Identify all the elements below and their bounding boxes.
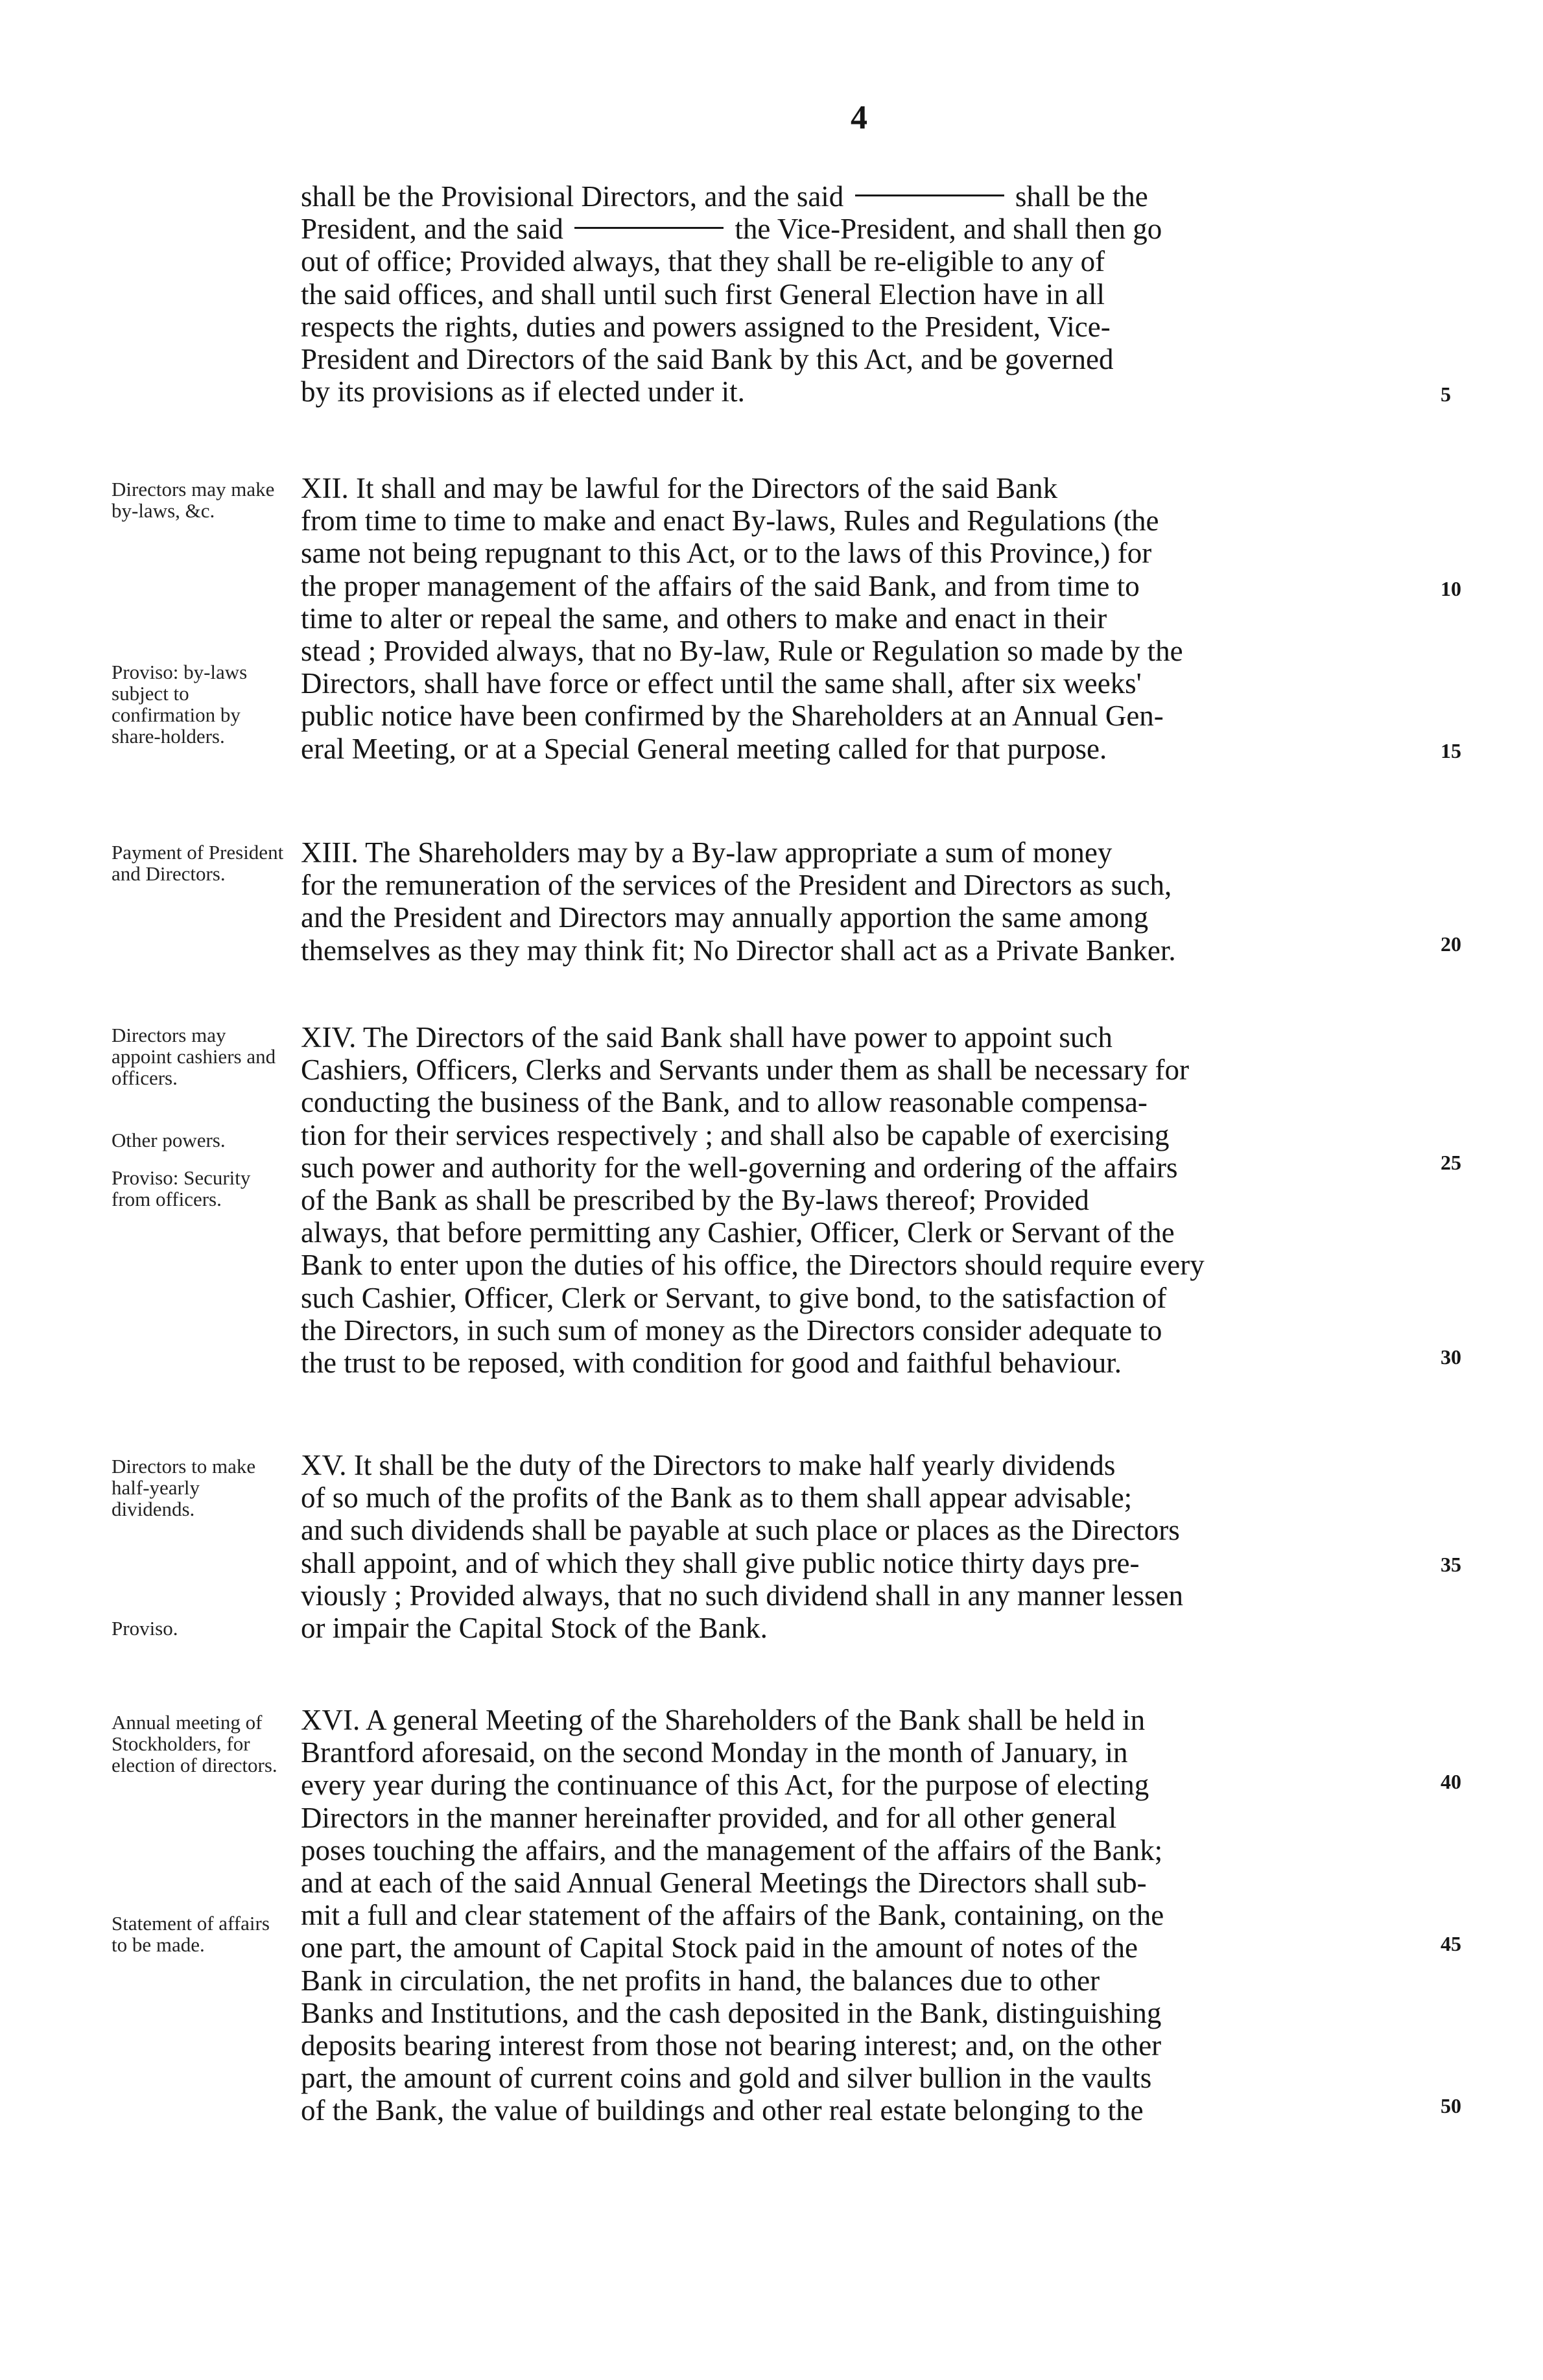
section-xiii <box>301 836 1429 967</box>
text-line: and at each of the said Annual General Meetings the Directors shall sub- <box>301 1867 1147 1900</box>
text-line: XV. It shall be the duty of the Directors to make half yearly dividends <box>301 1449 1116 1481</box>
text-line: eral Meeting, or at a Special General meeting called for that purpose. <box>301 732 1107 765</box>
margin-note: Directors to make half-yearly dividends. <box>112 1455 256 1520</box>
text-line: conducting the business of the Bank, and to allow reasonable compensa- <box>301 1086 1148 1119</box>
text-line: Banks and Institutions, and the cash deposited in the Bank, distinguishing <box>301 1996 1162 2029</box>
section-number: XV. <box>301 1449 347 1481</box>
text-line: XVI. A general Meeting of the Shareholders of the Bank shall be held in <box>301 1704 1146 1736</box>
text-line: Directors in the manner hereinafter provided, and for all other general <box>301 1801 1117 1834</box>
text-line: themselves as they may think fit; No Director shall act as a Private Banker. <box>301 934 1176 967</box>
text-line: and the President and Directors may annually apportion the same among <box>301 901 1149 934</box>
text-line: XIII. The Shareholders may by a By-law appropriate a sum of money <box>301 836 1113 869</box>
text-line: mit a full and clear statement of the affairs of the Bank, containing, on the <box>301 1899 1164 1932</box>
text-line: time to alter or repeal the same, and others to make and enact in their <box>301 602 1107 635</box>
margin-note: Annual meeting of Stockholders, for election of directors. <box>112 1711 277 1776</box>
text-line: of the Bank as shall be prescribed by the By-laws thereof; Provided <box>301 1184 1089 1217</box>
text-line: Directors, shall have force or effect until the same shall, after six weeks' <box>301 667 1142 700</box>
text-line: by its provisions as if elected under it. <box>301 375 745 408</box>
margin-note: Other powers. <box>112 1129 226 1151</box>
text-line: from time to time to make and enact By-laws, Rules and Regulations (the <box>301 504 1159 537</box>
text-line: such power and authority for the well-governing and ordering of the affairs <box>301 1151 1178 1184</box>
text-line: the trust to be reposed, with condition for good and faithful behaviour. <box>301 1347 1122 1380</box>
text-line: viously ; Provided always, that no such dividend shall in any manner lessen <box>301 1579 1184 1612</box>
margin-note: Statement of affairs to be made. <box>112 1912 270 1956</box>
section-xii <box>301 472 1429 765</box>
text-line: President and Directors of the said Bank by this Act, and be governed <box>301 343 1114 376</box>
section-number: XVI. <box>301 1704 360 1736</box>
section-xiv <box>301 1021 1429 1379</box>
text-line: for the remuneration of the services of the President and Directors as such, <box>301 869 1172 902</box>
section-xv <box>301 1449 1429 1644</box>
intro-paragraph <box>301 180 1429 408</box>
section-number: XIII. <box>301 836 359 869</box>
blank-rule <box>855 194 1004 196</box>
line-number: 20 <box>1441 932 1461 956</box>
text-line: poses touching the affairs, and the management of the affairs of the Bank; <box>301 1833 1163 1867</box>
margin-note: Proviso: Security from officers. <box>112 1166 251 1210</box>
text-line: same not being repugnant to this Act, or to the laws of this Province,) for <box>301 537 1152 570</box>
text-line: always, that before permitting any Cashier, Officer, Clerk or Servant of the <box>301 1216 1175 1249</box>
text-line: out of office; Provided always, that they shall be re-eligible to any of <box>301 245 1105 278</box>
margin-note: Payment of President and Directors. <box>112 841 284 885</box>
text-line: of so much of the profits of the Bank as to them shall appear advisable; <box>301 1481 1133 1514</box>
text-line: Bank to enter upon the duties of his office, the Directors should require every <box>301 1249 1205 1282</box>
text-line: stead ; Provided always, that no By-law, Rule or Regulation so made by the <box>301 635 1183 668</box>
margin-note: Proviso. <box>112 1617 178 1640</box>
text-line: XII. It shall and may be lawful for the Directors of the said Bank <box>301 472 1058 504</box>
blank-rule <box>574 227 724 229</box>
text-line: public notice have been confirmed by the Shareholders at an Annual Gen- <box>301 700 1164 733</box>
margin-note: Directors may appoint cashiers and officers. <box>112 1024 276 1089</box>
line-number: 35 <box>1441 1553 1461 1576</box>
text-line: Cashiers, Officers, Clerks and Servants under them as shall be necessary for <box>301 1054 1190 1087</box>
section-number: XIV. <box>301 1021 357 1054</box>
text-line: every year during the continuance of this Act, for the purpose of electing <box>301 1769 1149 1802</box>
text-line: XIV. The Directors of the said Bank shall have power to appoint such <box>301 1021 1113 1054</box>
text-line: the proper management of the affairs of the said Bank, and from time to <box>301 569 1140 602</box>
text-line: shall be the Provisional Directors, and the said shall be the <box>301 180 1148 213</box>
text-line: President, and the said the Vice-President, and shall then go <box>301 213 1162 246</box>
margin-note: Proviso: by-laws subject to confirmation by share-holders. <box>112 661 248 748</box>
margin-note: Directors may make by-laws, &c. <box>112 478 275 522</box>
line-number: 50 <box>1441 2094 1461 2117</box>
text-line: and such dividends shall be payable at such place or places as the Directors <box>301 1514 1180 1547</box>
page-number: 4 <box>851 99 867 136</box>
line-number: 30 <box>1441 1345 1461 1369</box>
text-line: one part, the amount of Capital Stock paid in the amount of notes of the <box>301 1931 1138 1964</box>
line-number: 25 <box>1441 1151 1461 1174</box>
text-line: part, the amount of current coins and gold and silver bullion in the vaults <box>301 2062 1152 2095</box>
text-line: shall appoint, and of which they shall give public notice thirty days pre- <box>301 1546 1140 1579</box>
line-number: 45 <box>1441 1932 1461 1955</box>
text-line: the Directors, in such sum of money as the Directors consider adequate to <box>301 1314 1162 1347</box>
line-number: 15 <box>1441 739 1461 762</box>
line-number: 40 <box>1441 1770 1461 1793</box>
line-number: 5 <box>1441 383 1451 406</box>
text-line: or impair the Capital Stock of the Bank. <box>301 1612 768 1645</box>
text-line: tion for their services respectively ; and shall also be capable of exercising <box>301 1118 1170 1151</box>
text-line: of the Bank, the value of buildings and other real estate belonging to the <box>301 2094 1144 2127</box>
text-line: the said offices, and shall until such first General Election have in all <box>301 277 1105 311</box>
text-line: Brantford aforesaid, on the second Monday in the month of January, in <box>301 1736 1128 1769</box>
text-line: such Cashier, Officer, Clerk or Servant, to give bond, to the satisfaction of <box>301 1281 1167 1314</box>
text-line: deposits bearing interest from those not bearing interest; and, on the other <box>301 2029 1162 2062</box>
section-number: XII. <box>301 472 349 504</box>
text-line: respects the rights, duties and powers assigned to the President, Vice- <box>301 310 1111 343</box>
section-xvi <box>301 1704 1429 2127</box>
text-line: Bank in circulation, the net profits in hand, the balances due to other <box>301 1964 1100 1997</box>
line-number: 10 <box>1441 577 1461 600</box>
